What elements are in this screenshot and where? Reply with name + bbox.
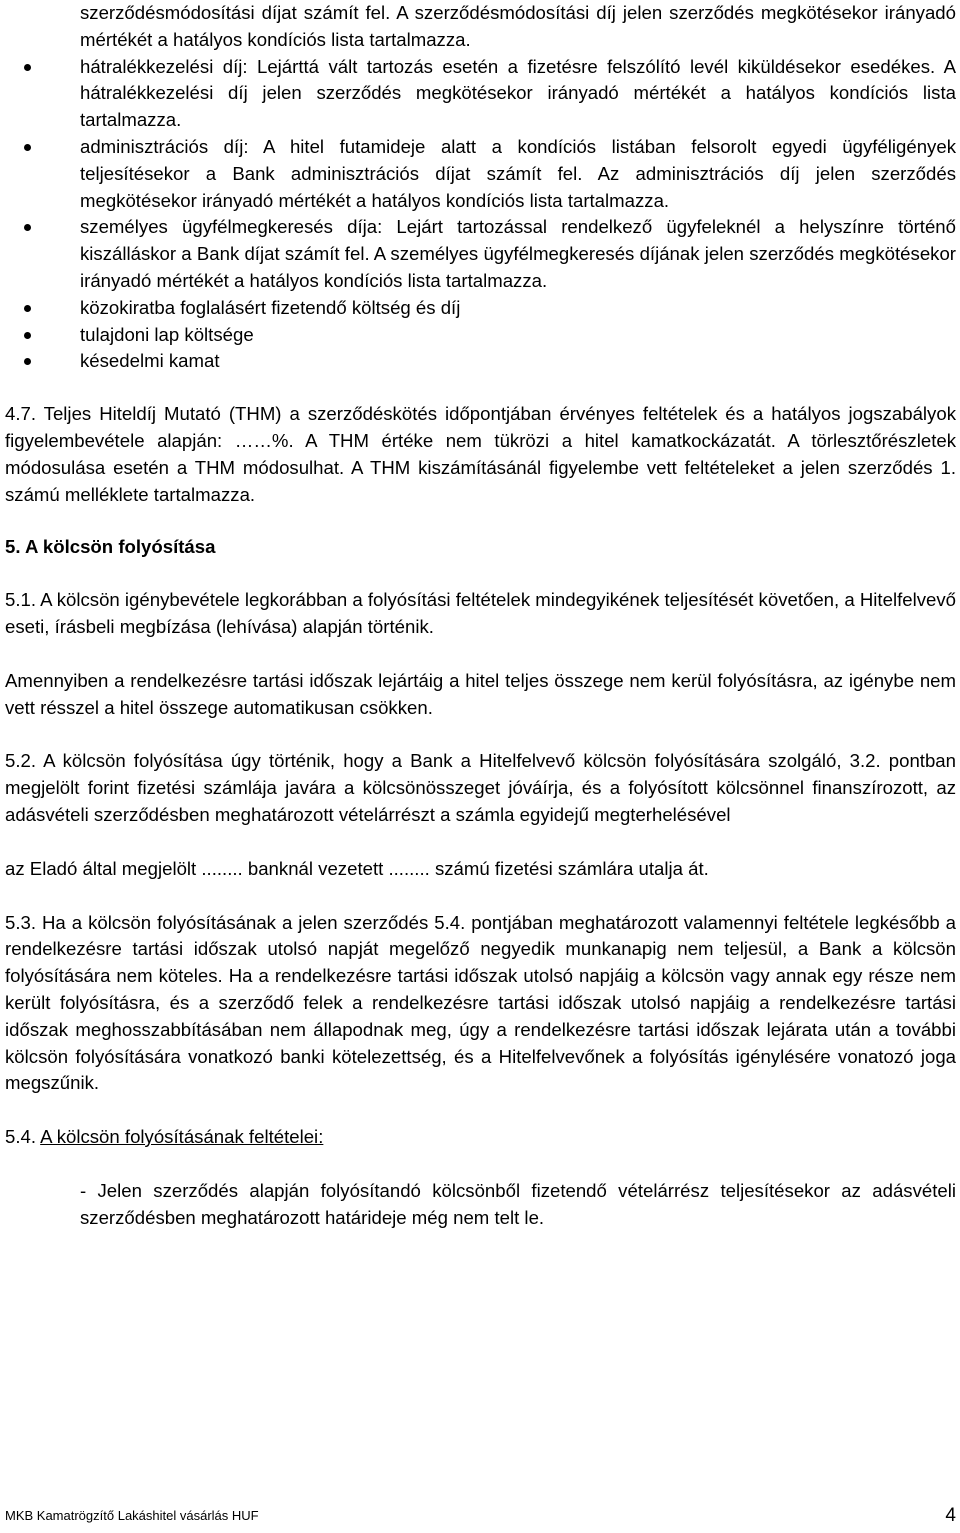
bullet-icon — [24, 358, 31, 365]
list-item: késedelmi kamat — [5, 348, 956, 375]
paragraph-elado: az Eladó által megjelölt ........ banknál vezetett ........ számú fizetési számlára utalja át. — [5, 857, 709, 879]
paragraph-5-1: 5.1. A kölcsön igénybevétele legkorábban a folyósítási feltételek mindegyikének teljesítését követően, a Hitelfelvevő eseti, írásbeli megbízása (lehívása) alapján történik. — [5, 589, 956, 637]
bullet-icon — [24, 64, 31, 71]
paragraph-number: 5.4. — [5, 1126, 37, 1148]
list-item: hátralékkezelési díj: Lejárttá vált tartozás esetén a fizetésre felszólító levél kiküldésekor esedékes. A hátralékkezelési díj jelen szerződés megkötésekor irányadó mértékét a hatályos kondíciós lista tartalmazza. — [5, 54, 956, 134]
page-number: 4 — [945, 1505, 956, 1526]
section-title-5: 5. A kölcsön folyósítása — [5, 536, 216, 558]
list-item: adminisztrációs díj: A hitel futamideje alatt a kondíciós listában felsorolt egyedi ügyféligények teljesítésekor a Bank adminisztrációs díjat számít fel. Az adminisztrációs díj jelen szerződés megkötésekor irányadó mértékét a hatályos kondíciós lista tartalmazza. — [5, 134, 956, 214]
document-page — [5, 0, 956, 1231]
paragraph-4-7: 4.7. Teljes Hiteldíj Mutató (THM) a szerződéskötés időpontjában érvényes feltételek és a hatályos jogszabályok figyelembevétele alapján: ……%. A THM értéke nem tükrözi a hitel kamatkockázatát. A törlesztőrészletek módosulása esetén a THM módosulhat. A THM kiszámításánál figyelembe vett feltételeket a jelen szerződés 1. számú melléklete tartalmazza. — [5, 403, 956, 505]
paragraph-5-4-item: - Jelen szerződés alapján folyósítandó kölcsönből fizetendő vételárrész teljesítésekor az adásvételi szerződésben meghatározott határideje még nem telt le. — [80, 1179, 956, 1228]
continuation-text: szerződésmódosítási díjat számít fel. A szerződésmódosítási díj jelen szerződés megkötésekor irányadó mértékét a hatályos kondíciós lista tartalmazza. — [80, 2, 956, 50]
bullet-icon — [24, 332, 31, 339]
bullet-icon — [24, 224, 31, 231]
page-footer — [5, 1505, 956, 1529]
fee-list — [5, 54, 956, 376]
paragraph-5-2: 5.2. A kölcsön folyósítása úgy történik, hogy a Bank a Hitelfelvevő kölcsön folyósítására szolgáló, 3.2. pontban megjelölt forint fizetési számlája javára a kölcsönösszeget jóváírja, és a folyósított kölcsönnel finanszírozott, az adásvételi szerződésben meghatározott vételárrészt a számla egyidejű megterhelésével — [5, 750, 956, 825]
list-item: közokiratba foglalásért fizetendő költség és díj — [5, 295, 956, 322]
bullet-icon — [24, 305, 31, 312]
paragraph-5-3: 5.3. Ha a kölcsön folyósításának a jelen szerződés 5.4. pontjában meghatározott valamennyi feltétele legkésőbb a rendelkezésre tartási időszak utolsó napját megelőző negyedik munkanapig nem teljesül, a Bank a kölcsön folyósítására nem köteles. Ha a rendelkezésre tartási időszak utolsó napjáig a kölcsön vagy annak egy része nem került folyósításra, és a szerződő felek a rendelkezésre tartási időszak utolsó napjáig a rendelkezésre tartási időszak meghosszabbításában nem állapodnak meg, úgy a rendelkezésre tartási időszak lejárata után a további kölcsön folyósítására vonatkozó banki kötelezettség, és a Hitelfelvevőnek a folyósítás igénylésére vonatozó joga megszűnik. — [5, 911, 956, 1094]
paragraph-5-4-title: A kölcsön folyósításának feltételei: — [40, 1126, 324, 1148]
bullet-icon — [24, 144, 31, 151]
footer-document-title: MKB Kamatrögzítő Lakáshitel vásárlás HUF — [5, 1508, 259, 1523]
paragraph-5-4-heading — [5, 1124, 956, 1151]
list-item: tulajdoni lap költsége — [5, 322, 956, 349]
list-item: személyes ügyfélmegkeresés díja: Lejárt tartozással rendelkező ügyfeleknél a helyszínre történő kiszálláskor a Bank díjat számít fel. A személyes ügyfélmegkeresés díjának jelen szerződés megkötésekor irányadó mértékét a hatályos kondíciós lista tartalmazza. — [5, 214, 956, 294]
paragraph-amennyiben: Amennyiben a rendelkezésre tartási időszak lejártáig a hitel teljes összege nem kerül folyósításra, az igénybe nem vett résszel a hitel összege automatikusan csökken. — [5, 669, 956, 718]
